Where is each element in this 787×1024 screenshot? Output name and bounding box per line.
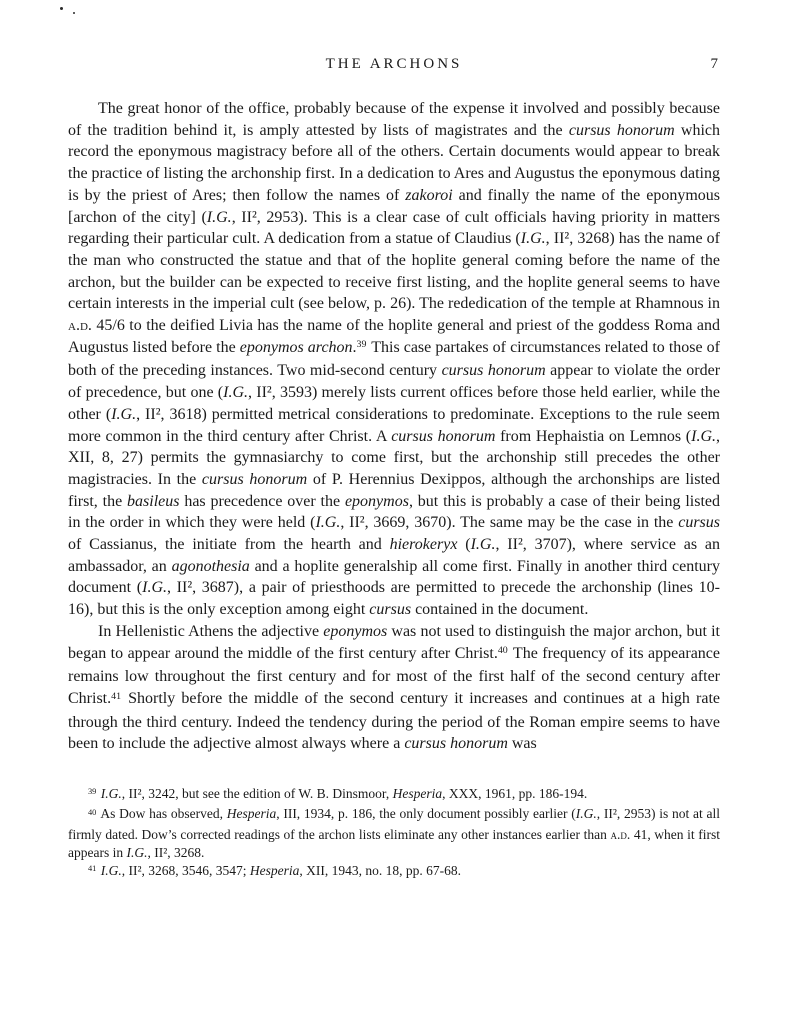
running-title: THE ARCHONS	[325, 56, 463, 72]
footnote-39	[68, 785, 720, 805]
text-run: eponymos	[323, 622, 388, 640]
text-run: I.G.	[111, 405, 137, 423]
text-run: 41	[111, 690, 122, 702]
text-run: , XXX, 1961, pp. 186-194.	[442, 786, 588, 802]
text-run: a.d.	[68, 317, 92, 335]
text-run: As Dow has observed,	[97, 806, 227, 822]
text-run: 41	[88, 864, 97, 874]
text-run: I.G.	[520, 230, 546, 248]
footnotes	[68, 785, 720, 882]
text-run: , II², 3593) merely lists current offices before those held earlier, while the other (	[68, 384, 720, 423]
text-run: I.G.	[575, 806, 597, 822]
text-run: , II², 3268.	[147, 844, 205, 860]
text-run: I.G.	[100, 786, 122, 802]
text-run: I.G.	[100, 862, 122, 878]
text-run: I.G.	[470, 536, 496, 554]
text-run: I.G.	[126, 844, 148, 860]
text-run: I.G.	[142, 579, 167, 597]
text-run: Hesperia	[226, 806, 277, 822]
text-run: cursus	[678, 514, 720, 532]
text-run: , II², 3268, 3546, 3547;	[121, 862, 250, 878]
text-run: 40	[88, 807, 97, 817]
text-run: Shortly before the middle of the second century it increases and continues at a high rate through the third century. Indeed the tendency during the period of the Roman empire seems to have been to include the adjective almost always where a	[68, 689, 720, 753]
text-run: cursus honorum	[568, 121, 675, 139]
text-run: , II², 3268) has the name of the man who constructed the statue and that of the hoplite general coming before the name of the archon, but the builder can be expected to receive first listing, and the hoplite general seems to have certain interests in the imperial cult (see below, p. 26). The rededication of the temple at Rhamnous in	[68, 230, 720, 313]
text-run: agonothesia	[171, 557, 250, 575]
page-content	[68, 56, 720, 882]
text-run: 40	[497, 645, 508, 657]
text-run: Hesperia	[392, 786, 443, 802]
text-run: The frequency of its appearance remains low throughout the first century and for most of the first half of the second century after Christ.	[68, 644, 720, 707]
page-number: 7	[710, 56, 718, 72]
text-run: I.G.	[691, 427, 717, 445]
scan-artifact	[60, 7, 63, 10]
text-run: , II², 3618) permitted metrical considerations to predominate. Exceptions to the rule seem more common in the third century after Christ. A	[68, 405, 720, 445]
text-run: , XII, 8, 27) permits the gymnasiarchy to come first, but the archonship still precedes the other magistracies. In the	[68, 427, 721, 488]
text-run: a.d.	[610, 826, 631, 842]
text-run: of Cassianus, the initiate from the hearth and	[68, 536, 390, 554]
text-run: eponymos archon	[239, 338, 353, 356]
main-text	[68, 98, 720, 755]
scan-artifact	[73, 12, 75, 14]
footnote-40	[68, 805, 720, 862]
text-run: hierokeryx	[389, 536, 458, 554]
text-run: and a hoplite generalship all come first. Finally in another third century document (	[68, 557, 720, 597]
text-run: was	[507, 735, 537, 753]
text-run: , XII, 1943, no. 18, pp. 67-68.	[299, 862, 462, 878]
text-run: 39	[356, 339, 367, 351]
text-run: cursus	[369, 601, 412, 619]
running-head	[68, 56, 720, 76]
text-run: cursus honorum	[404, 735, 508, 753]
text-run: 39	[88, 787, 97, 797]
text-run: The great honor of the office, probably because of the expense it involved and possibly because of the tradition behind it, is amply attested by lists of magistrates and the	[68, 100, 720, 139]
text-run: cursus honorum	[391, 427, 496, 445]
text-run: contained in the document.	[411, 601, 589, 619]
text-run: cursus honorum	[441, 362, 546, 380]
text-run: cursus honorum	[201, 470, 308, 488]
text-run: In Hellenistic Athens the adjective	[98, 622, 324, 640]
text-run: , but this is probably a case of their being listed in the order in which they were held (	[68, 492, 720, 532]
text-run: , II², 3242, but see the edition of W. B. Dinsmoor,	[121, 786, 393, 802]
text-run: , II², 3687), a pair of priesthoods are permitted to precede the archonship (lines 10-16), but this is the only exception among eight	[68, 579, 721, 619]
text-run: I.G.	[315, 514, 341, 532]
text-run: basileus	[127, 492, 180, 510]
text-run: , II², 2953). This is a clear case of cult officials having priority in matters regarding their particular cult. A dedication from a statue of Claudius (	[68, 208, 720, 248]
paragraph-2	[68, 621, 720, 755]
paragraph-1	[68, 98, 720, 621]
text-run: of P. Herennius Dexippos, although the archonships are listed first, the	[68, 470, 721, 510]
text-run: eponymos	[344, 492, 409, 510]
text-run: , II², 2953) is not at all firmly dated. Dow’s corrected readings of the archon lists eliminate any other instances earlier than	[68, 806, 720, 842]
text-run: from Hephaistia on Lemnos (	[495, 427, 692, 445]
text-run: 45/6 to the deified Livia has the name of the hoplite general and priest of the goddess Roma and Augustus listed before the	[68, 317, 720, 356]
text-run: (	[457, 536, 471, 554]
text-run: Hesperia	[249, 862, 300, 878]
footnote-41	[68, 862, 720, 882]
text-run: appear to violate the order of precedence, but one (	[68, 362, 721, 402]
text-run: was not used to distinguish the major archon, but it began to appear around the middle of the first century after Christ.	[68, 622, 720, 662]
text-run: , III, 1934, p. 186, the only document possibly earlier (	[276, 806, 576, 822]
text-run: I.G.	[206, 208, 232, 226]
text-run: This case partakes of circumstances related to those of both of the preceding instances. Two mid-second century	[68, 338, 721, 380]
text-run: 41, when it first appears in	[68, 826, 720, 860]
text-run: which record the eponymous magistracy before all of the others. Certain documents would appear to break the practice of listing the archonship first. In a dedication to Ares and Augustus the eponymous dating is by the priest of Ares; then follow the names of	[68, 121, 721, 204]
text-run: , II², 3707), where service as an ambassador, an	[68, 536, 721, 575]
text-run: .	[352, 338, 357, 356]
text-run: I.G.	[223, 384, 249, 402]
text-run: zakoroi	[405, 186, 453, 204]
text-run: and finally the name of the eponymous [archon of the city] (	[68, 186, 721, 226]
text-run: , II², 3669, 3670). The same may be the case in the	[340, 514, 679, 532]
text-run: has precedence over the	[179, 492, 345, 510]
